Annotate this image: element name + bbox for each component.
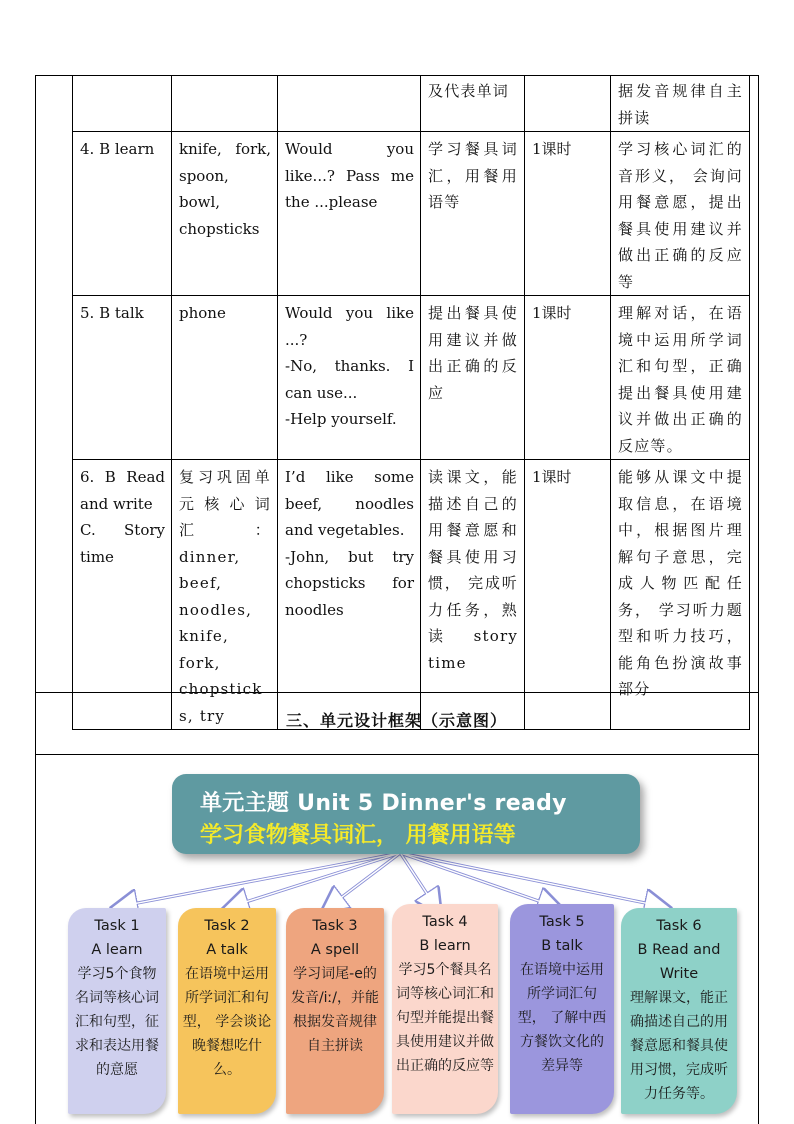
task-description: 在语境中运用所学词汇和句型， 学会谈论晚餐想吃什么。 — [182, 966, 272, 1078]
table-row — [73, 76, 750, 132]
section-title: 三、单元设计框架（示意图） — [285, 711, 507, 730]
task-label: Task 5 — [539, 914, 585, 930]
task-description: 理解课文，能正确描述自己的用餐意愿和餐具使用习惯，完成听力任务等。 — [630, 990, 728, 1102]
hours-cell: 1课时 — [525, 132, 611, 296]
task-description: 学习5个食物名词等核心词汇和句型，征求和表达用餐的意愿 — [75, 966, 159, 1078]
vocab-cell: knife, fork, spoon, bowl, chopsticks — [172, 132, 278, 296]
task-name: B Read and Write — [637, 942, 721, 982]
section-divider-bottom — [35, 754, 758, 755]
task-name: A talk — [206, 942, 248, 958]
lesson-plan-table — [72, 75, 750, 730]
table-row — [73, 132, 750, 296]
lesson-cell: 6. B Read and write C. Story time — [73, 460, 172, 730]
hours-cell — [525, 76, 611, 132]
task-description: 学习5个餐具名词等核心词汇和句型并能提出餐具使用建议并做出正确的反应等 — [396, 962, 494, 1074]
lesson-cell: 5. B talk — [73, 296, 172, 460]
vocab-cell: 复习巩固单元核心词汇：dinner, beef, noodles, knife, fork, chopsticks, try — [172, 460, 278, 730]
table-row — [73, 296, 750, 460]
task-label: Task 3 — [312, 918, 358, 934]
vocab-cell — [172, 76, 278, 132]
banner-subtitle: 学习食物餐具词汇， 用餐用语等 — [200, 823, 516, 848]
task-name: A learn — [91, 942, 143, 958]
target-cell: 能够从课文中提取信息，在语境中，根据图片理解句子意思，完成人物匹配任务， 学习听力题型和听力技巧， 能角色扮演故事部分 — [611, 460, 750, 730]
sentence-cell: Would you like ...? -No, thanks. I can use... -Help yourself. — [278, 296, 421, 460]
vocab-cell: phone — [172, 296, 278, 460]
sentence-cell: Would you like...? Pass me the ...please — [278, 132, 421, 296]
table-row — [73, 460, 750, 730]
goal-cell: 及代表单词 — [421, 76, 525, 132]
goal-cell: 学习餐具词汇，用餐用语等 — [421, 132, 525, 296]
task-description: 在语境中运用所学词汇句型， 了解中西方餐饮文化的差异等 — [517, 962, 607, 1074]
lesson-cell — [73, 76, 172, 132]
task-name: B talk — [541, 938, 583, 954]
target-cell: 据发音规律自主拼读 — [611, 76, 750, 132]
unit-theme-banner — [172, 774, 640, 854]
unit-framework-diagram — [60, 770, 750, 1120]
goal-cell: 读课文，能描述自己的用餐意愿和餐具使用习惯， 完成听力任务，熟读 story time — [421, 460, 525, 730]
target-cell: 理解对话，在语境中运用所学词汇和句型，正确提出餐具使用建议并做出正确的反应等。 — [611, 296, 750, 460]
target-cell: 学习核心词汇的音形义， 会询问用餐意愿，提出餐具使用建议并做出正确的反应等 — [611, 132, 750, 296]
hours-cell: 1课时 — [525, 296, 611, 460]
task-card-2 — [178, 908, 276, 1114]
task-card-4 — [392, 904, 498, 1114]
task-description: 学习词尾-e的发音/iː/，并能根据发音规律自主拼读 — [290, 966, 380, 1054]
task-label: Task 4 — [422, 914, 468, 930]
task-label: Task 6 — [656, 918, 702, 934]
task-card-6 — [621, 908, 737, 1114]
sentence-cell: I’d like some beef, noodles and vegetables. -John, but try chopsticks for noodles — [278, 460, 421, 730]
task-card-1 — [68, 908, 166, 1114]
banner-title: 单元主题 Unit 5 Dinner's ready — [200, 791, 567, 816]
task-card-3 — [286, 908, 384, 1114]
goal-cell: 提出餐具使用建议并做出正确的反应 — [421, 296, 525, 460]
lesson-cell: 4. B learn — [73, 132, 172, 296]
task-name: B learn — [419, 938, 471, 954]
task-label: Task 1 — [94, 918, 140, 934]
hours-cell: 1课时 — [525, 460, 611, 730]
task-name: A spell — [310, 942, 360, 958]
sentence-cell — [278, 76, 421, 132]
task-card-5 — [510, 904, 614, 1114]
task-label: Task 2 — [204, 918, 250, 934]
